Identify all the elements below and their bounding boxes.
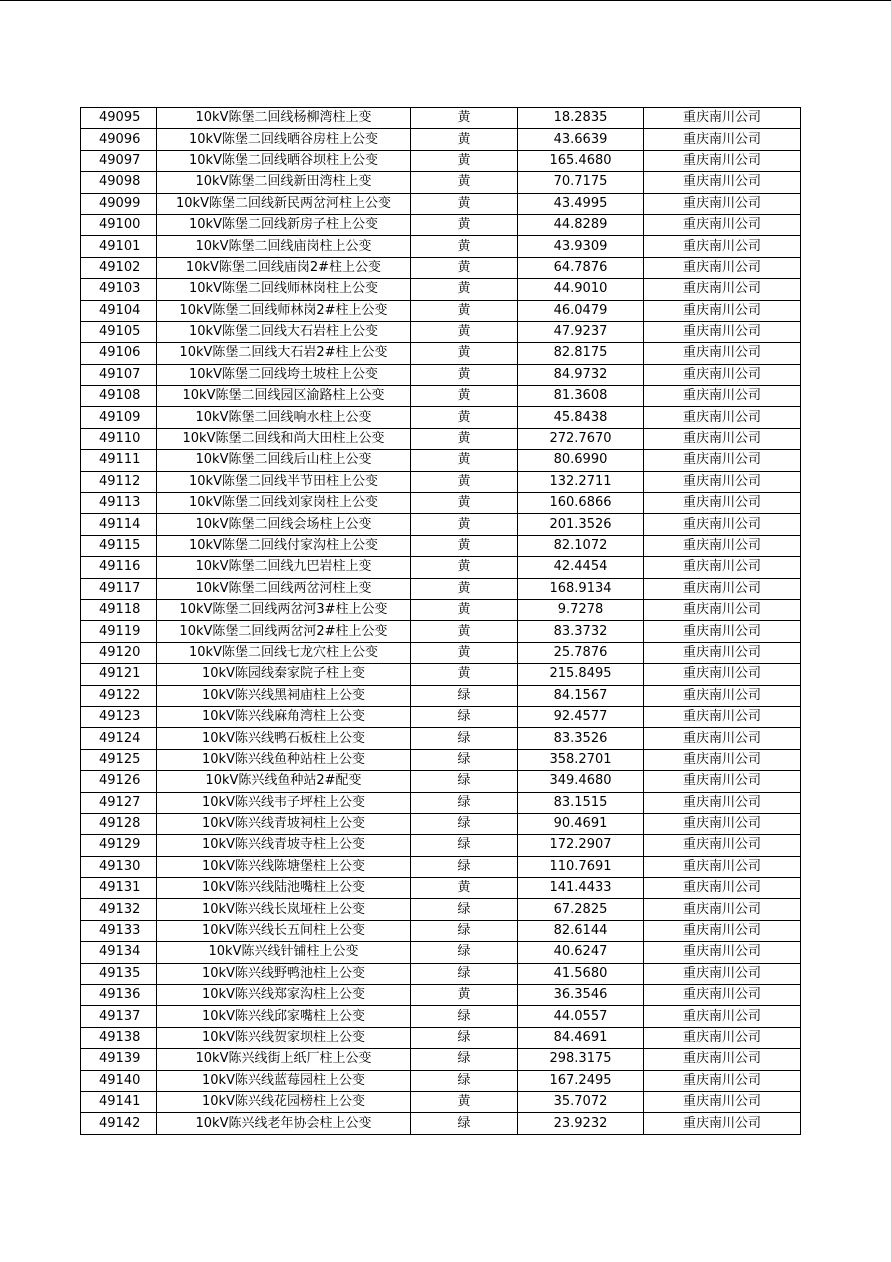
table-row <box>81 899 801 920</box>
table-body <box>81 108 801 1135</box>
transformer-name-cell: 10kV陈兴线野鸭池柱上公变 <box>157 963 411 984</box>
status-color-cell: 黄 <box>411 214 518 235</box>
transformer-name-cell: 10kV陈堡二回线晒谷坝柱上公变 <box>157 150 411 171</box>
value-cell: 44.8289 <box>518 214 644 235</box>
value-cell: 168.9134 <box>518 578 644 599</box>
company-cell: 重庆南川公司 <box>644 279 801 300</box>
transformer-name-cell: 10kV陈兴线陆池嘴柱上公变 <box>157 878 411 899</box>
table-row <box>81 364 801 385</box>
company-cell: 重庆南川公司 <box>644 1070 801 1091</box>
company-cell: 重庆南川公司 <box>644 364 801 385</box>
row-id-cell: 49136 <box>81 985 157 1006</box>
value-cell: 67.2825 <box>518 899 644 920</box>
table-row <box>81 279 801 300</box>
value-cell: 132.2711 <box>518 471 644 492</box>
value-cell: 40.6247 <box>518 942 644 963</box>
value-cell: 167.2495 <box>518 1070 644 1091</box>
status-color-cell: 黄 <box>411 642 518 663</box>
status-color-cell: 绿 <box>411 749 518 770</box>
status-color-cell: 绿 <box>411 1113 518 1134</box>
transformer-name-cell: 10kV陈堡二回线付家沟柱上公变 <box>157 535 411 556</box>
company-cell: 重庆南川公司 <box>644 749 801 770</box>
value-cell: 80.6990 <box>518 450 644 471</box>
row-id-cell: 49099 <box>81 193 157 214</box>
value-cell: 84.4691 <box>518 1027 644 1048</box>
row-id-cell: 49101 <box>81 236 157 257</box>
transformer-name-cell: 10kV陈兴线花园榜柱上公变 <box>157 1091 411 1112</box>
table-row <box>81 300 801 321</box>
value-cell: 9.7278 <box>518 599 644 620</box>
status-color-cell: 黄 <box>411 129 518 150</box>
value-cell: 35.7072 <box>518 1091 644 1112</box>
table-row <box>81 257 801 278</box>
row-id-cell: 49098 <box>81 172 157 193</box>
value-cell: 84.1567 <box>518 685 644 706</box>
status-color-cell: 黄 <box>411 664 518 685</box>
transformer-name-cell: 10kV陈兴线蓝莓园柱上公变 <box>157 1070 411 1091</box>
value-cell: 83.3732 <box>518 621 644 642</box>
transformer-name-cell: 10kV陈兴线长岚垭柱上公变 <box>157 899 411 920</box>
value-cell: 141.4433 <box>518 878 644 899</box>
row-id-cell: 49135 <box>81 963 157 984</box>
transformer-name-cell: 10kV陈堡二回线垮土坡柱上公变 <box>157 364 411 385</box>
row-id-cell: 49097 <box>81 150 157 171</box>
value-cell: 43.4995 <box>518 193 644 214</box>
value-cell: 25.7876 <box>518 642 644 663</box>
company-cell: 重庆南川公司 <box>644 343 801 364</box>
value-cell: 272.7670 <box>518 428 644 449</box>
company-cell: 重庆南川公司 <box>644 300 801 321</box>
status-color-cell: 黄 <box>411 236 518 257</box>
company-cell: 重庆南川公司 <box>644 1049 801 1070</box>
status-color-cell: 黄 <box>411 535 518 556</box>
row-id-cell: 49128 <box>81 813 157 834</box>
transformer-name-cell: 10kV陈兴线老年协会柱上公变 <box>157 1113 411 1134</box>
row-id-cell: 49119 <box>81 621 157 642</box>
status-color-cell: 绿 <box>411 1006 518 1027</box>
value-cell: 83.3526 <box>518 728 644 749</box>
row-id-cell: 49109 <box>81 407 157 428</box>
status-color-cell: 黄 <box>411 428 518 449</box>
table-row <box>81 985 801 1006</box>
row-id-cell: 49140 <box>81 1070 157 1091</box>
table-row <box>81 172 801 193</box>
status-color-cell: 黄 <box>411 193 518 214</box>
status-color-cell: 黄 <box>411 386 518 407</box>
transformer-name-cell: 10kV陈兴线针铺柱上公变 <box>157 942 411 963</box>
company-cell: 重庆南川公司 <box>644 257 801 278</box>
table-row <box>81 343 801 364</box>
company-cell: 重庆南川公司 <box>644 642 801 663</box>
transformer-name-cell: 10kV陈堡二回线响水柱上公变 <box>157 407 411 428</box>
value-cell: 84.9732 <box>518 364 644 385</box>
transformer-name-cell: 10kV陈堡二回线刘家岗柱上公变 <box>157 493 411 514</box>
value-cell: 82.1072 <box>518 535 644 556</box>
row-id-cell: 49138 <box>81 1027 157 1048</box>
transformer-name-cell: 10kV陈堡二回线杨柳湾柱上变 <box>157 108 411 129</box>
row-id-cell: 49130 <box>81 856 157 877</box>
value-cell: 165.4680 <box>518 150 644 171</box>
company-cell: 重庆南川公司 <box>644 942 801 963</box>
table-row <box>81 685 801 706</box>
transformer-name-cell: 10kV陈园线秦家院子柱上变 <box>157 664 411 685</box>
value-cell: 41.5680 <box>518 963 644 984</box>
status-color-cell: 黄 <box>411 557 518 578</box>
status-color-cell: 绿 <box>411 1049 518 1070</box>
value-cell: 44.9010 <box>518 279 644 300</box>
row-id-cell: 49141 <box>81 1091 157 1112</box>
status-color-cell: 绿 <box>411 792 518 813</box>
table-row <box>81 920 801 941</box>
row-id-cell: 49116 <box>81 557 157 578</box>
transformer-name-cell: 10kV陈兴线青坡祠柱上公变 <box>157 813 411 834</box>
status-color-cell: 黄 <box>411 578 518 599</box>
transformer-name-cell: 10kV陈堡二回线晒谷房柱上公变 <box>157 129 411 150</box>
row-id-cell: 49121 <box>81 664 157 685</box>
value-cell: 92.4577 <box>518 706 644 727</box>
status-color-cell: 黄 <box>411 257 518 278</box>
value-cell: 23.9232 <box>518 1113 644 1134</box>
row-id-cell: 49131 <box>81 878 157 899</box>
row-id-cell: 49139 <box>81 1049 157 1070</box>
company-cell: 重庆南川公司 <box>644 728 801 749</box>
value-cell: 36.3546 <box>518 985 644 1006</box>
table-row <box>81 771 801 792</box>
transformer-name-cell: 10kV陈兴线黑祠庙柱上公变 <box>157 685 411 706</box>
status-color-cell: 绿 <box>411 685 518 706</box>
company-cell: 重庆南川公司 <box>644 450 801 471</box>
value-cell: 43.9309 <box>518 236 644 257</box>
transformer-name-cell: 10kV陈兴线陈塘堡柱上公变 <box>157 856 411 877</box>
company-cell: 重庆南川公司 <box>644 985 801 1006</box>
company-cell: 重庆南川公司 <box>644 1006 801 1027</box>
row-id-cell: 49120 <box>81 642 157 663</box>
company-cell: 重庆南川公司 <box>644 878 801 899</box>
transformer-name-cell: 10kV陈堡二回线后山柱上公变 <box>157 450 411 471</box>
transformer-name-cell: 10kV陈兴线青坡寺柱上公变 <box>157 835 411 856</box>
row-id-cell: 49142 <box>81 1113 157 1134</box>
company-cell: 重庆南川公司 <box>644 771 801 792</box>
table-row <box>81 749 801 770</box>
transformer-name-cell: 10kV陈堡二回线两岔河柱上变 <box>157 578 411 599</box>
table-row <box>81 835 801 856</box>
company-cell: 重庆南川公司 <box>644 129 801 150</box>
status-color-cell: 黄 <box>411 364 518 385</box>
transformer-name-cell: 10kV陈兴线麻角湾柱上公变 <box>157 706 411 727</box>
company-cell: 重庆南川公司 <box>644 813 801 834</box>
row-id-cell: 49126 <box>81 771 157 792</box>
status-color-cell: 黄 <box>411 108 518 129</box>
status-color-cell: 绿 <box>411 771 518 792</box>
company-cell: 重庆南川公司 <box>644 428 801 449</box>
row-id-cell: 49122 <box>81 685 157 706</box>
row-id-cell: 49104 <box>81 300 157 321</box>
company-cell: 重庆南川公司 <box>644 1113 801 1134</box>
row-id-cell: 49103 <box>81 279 157 300</box>
table-row <box>81 514 801 535</box>
company-cell: 重庆南川公司 <box>644 172 801 193</box>
company-cell: 重庆南川公司 <box>644 321 801 342</box>
table-row <box>81 236 801 257</box>
value-cell: 160.6866 <box>518 493 644 514</box>
company-cell: 重庆南川公司 <box>644 856 801 877</box>
table-row <box>81 942 801 963</box>
table-row <box>81 664 801 685</box>
row-id-cell: 49133 <box>81 920 157 941</box>
table-row <box>81 878 801 899</box>
transformer-name-cell: 10kV陈兴线贺家坝柱上公变 <box>157 1027 411 1048</box>
table-row <box>81 557 801 578</box>
row-id-cell: 49115 <box>81 535 157 556</box>
company-cell: 重庆南川公司 <box>644 920 801 941</box>
table-row <box>81 1006 801 1027</box>
row-id-cell: 49137 <box>81 1006 157 1027</box>
value-cell: 201.3526 <box>518 514 644 535</box>
table-row <box>81 578 801 599</box>
status-color-cell: 黄 <box>411 621 518 642</box>
value-cell: 45.8438 <box>518 407 644 428</box>
value-cell: 81.3608 <box>518 386 644 407</box>
status-color-cell: 黄 <box>411 471 518 492</box>
table-row <box>81 1091 801 1112</box>
value-cell: 358.2701 <box>518 749 644 770</box>
row-id-cell: 49123 <box>81 706 157 727</box>
transformer-name-cell: 10kV陈堡二回线两岔河2#柱上公变 <box>157 621 411 642</box>
transformer-name-cell: 10kV陈兴线郑家沟柱上公变 <box>157 985 411 1006</box>
status-color-cell: 黄 <box>411 878 518 899</box>
row-id-cell: 49117 <box>81 578 157 599</box>
row-id-cell: 49100 <box>81 214 157 235</box>
row-id-cell: 49134 <box>81 942 157 963</box>
value-cell: 43.6639 <box>518 129 644 150</box>
transformer-name-cell: 10kV陈堡二回线新田湾柱上变 <box>157 172 411 193</box>
table-row <box>81 621 801 642</box>
value-cell: 18.2835 <box>518 108 644 129</box>
transformer-name-cell: 10kV陈堡二回线和尚大田柱上公变 <box>157 428 411 449</box>
table-row <box>81 1113 801 1134</box>
status-color-cell: 黄 <box>411 150 518 171</box>
row-id-cell: 49106 <box>81 343 157 364</box>
transformer-name-cell: 10kV陈兴线长五间柱上公变 <box>157 920 411 941</box>
company-cell: 重庆南川公司 <box>644 621 801 642</box>
status-color-cell: 绿 <box>411 813 518 834</box>
transformer-name-cell: 10kV陈堡二回线会场柱上公变 <box>157 514 411 535</box>
row-id-cell: 49108 <box>81 386 157 407</box>
row-id-cell: 49112 <box>81 471 157 492</box>
transformer-name-cell: 10kV陈堡二回线大石岩2#柱上公变 <box>157 343 411 364</box>
company-cell: 重庆南川公司 <box>644 1027 801 1048</box>
value-cell: 110.7691 <box>518 856 644 877</box>
status-color-cell: 绿 <box>411 835 518 856</box>
table-row <box>81 599 801 620</box>
table-row <box>81 856 801 877</box>
value-cell: 90.4691 <box>518 813 644 834</box>
status-color-cell: 绿 <box>411 920 518 941</box>
value-cell: 82.8175 <box>518 343 644 364</box>
transformer-name-cell: 10kV陈堡二回线半节田柱上公变 <box>157 471 411 492</box>
transformer-name-cell: 10kV陈堡二回线园区渝路柱上公变 <box>157 386 411 407</box>
row-id-cell: 49127 <box>81 792 157 813</box>
value-cell: 44.0557 <box>518 1006 644 1027</box>
company-cell: 重庆南川公司 <box>644 599 801 620</box>
table-row <box>81 535 801 556</box>
status-color-cell: 黄 <box>411 450 518 471</box>
company-cell: 重庆南川公司 <box>644 899 801 920</box>
company-cell: 重庆南川公司 <box>644 214 801 235</box>
transformer-name-cell: 10kV陈堡二回线大石岩柱上公变 <box>157 321 411 342</box>
transformer-name-cell: 10kV陈堡二回线庙岗2#柱上公变 <box>157 257 411 278</box>
row-id-cell: 49124 <box>81 728 157 749</box>
status-color-cell: 黄 <box>411 407 518 428</box>
company-cell: 重庆南川公司 <box>644 386 801 407</box>
row-id-cell: 49111 <box>81 450 157 471</box>
value-cell: 349.4680 <box>518 771 644 792</box>
row-id-cell: 49105 <box>81 321 157 342</box>
transformer-name-cell: 10kV陈堡二回线七龙穴柱上公变 <box>157 642 411 663</box>
table-row <box>81 129 801 150</box>
status-color-cell: 黄 <box>411 172 518 193</box>
company-cell: 重庆南川公司 <box>644 706 801 727</box>
value-cell: 42.4454 <box>518 557 644 578</box>
status-color-cell: 黄 <box>411 279 518 300</box>
company-cell: 重庆南川公司 <box>644 963 801 984</box>
table-row <box>81 642 801 663</box>
row-id-cell: 49096 <box>81 129 157 150</box>
table-row <box>81 193 801 214</box>
table-row <box>81 1027 801 1048</box>
status-color-cell: 黄 <box>411 493 518 514</box>
value-cell: 64.7876 <box>518 257 644 278</box>
value-cell: 82.6144 <box>518 920 644 941</box>
transformer-name-cell: 10kV陈堡二回线两岔河3#柱上公变 <box>157 599 411 620</box>
row-id-cell: 49113 <box>81 493 157 514</box>
data-table <box>80 107 801 1135</box>
table-row <box>81 428 801 449</box>
company-cell: 重庆南川公司 <box>644 535 801 556</box>
table-row <box>81 1049 801 1070</box>
status-color-cell: 黄 <box>411 343 518 364</box>
company-cell: 重庆南川公司 <box>644 1091 801 1112</box>
row-id-cell: 49125 <box>81 749 157 770</box>
company-cell: 重庆南川公司 <box>644 236 801 257</box>
transformer-name-cell: 10kV陈堡二回线师林岗2#柱上公变 <box>157 300 411 321</box>
value-cell: 215.8495 <box>518 664 644 685</box>
table-row <box>81 792 801 813</box>
table-row <box>81 214 801 235</box>
status-color-cell: 绿 <box>411 706 518 727</box>
value-cell: 83.1515 <box>518 792 644 813</box>
status-color-cell: 绿 <box>411 856 518 877</box>
status-color-cell: 绿 <box>411 728 518 749</box>
transformer-name-cell: 10kV陈堡二回线九巴岩柱上变 <box>157 557 411 578</box>
transformer-name-cell: 10kV陈兴线鱼种站柱上公变 <box>157 749 411 770</box>
status-color-cell: 绿 <box>411 1070 518 1091</box>
table-row <box>81 471 801 492</box>
company-cell: 重庆南川公司 <box>644 792 801 813</box>
value-cell: 298.3175 <box>518 1049 644 1070</box>
table-row <box>81 813 801 834</box>
table-row <box>81 321 801 342</box>
table-row <box>81 1070 801 1091</box>
table-row <box>81 386 801 407</box>
company-cell: 重庆南川公司 <box>644 493 801 514</box>
transformer-name-cell: 10kV陈堡二回线庙岗柱上公变 <box>157 236 411 257</box>
transformer-name-cell: 10kV陈堡二回线师林岗柱上公变 <box>157 279 411 300</box>
table-row <box>81 108 801 129</box>
transformer-name-cell: 10kV陈堡二回线新民两岔河柱上公变 <box>157 193 411 214</box>
value-cell: 172.2907 <box>518 835 644 856</box>
table-row <box>81 706 801 727</box>
table-row <box>81 150 801 171</box>
company-cell: 重庆南川公司 <box>644 471 801 492</box>
row-id-cell: 49107 <box>81 364 157 385</box>
status-color-cell: 绿 <box>411 942 518 963</box>
status-color-cell: 绿 <box>411 1027 518 1048</box>
row-id-cell: 49110 <box>81 428 157 449</box>
transformer-name-cell: 10kV陈兴线鸭石板柱上公变 <box>157 728 411 749</box>
table-row <box>81 450 801 471</box>
table-row <box>81 963 801 984</box>
company-cell: 重庆南川公司 <box>644 664 801 685</box>
top-border-line <box>0 0 892 1</box>
company-cell: 重庆南川公司 <box>644 407 801 428</box>
status-color-cell: 黄 <box>411 599 518 620</box>
status-color-cell: 绿 <box>411 899 518 920</box>
row-id-cell: 49118 <box>81 599 157 620</box>
table-row <box>81 493 801 514</box>
transformer-name-cell: 10kV陈兴线鱼种站2#配变 <box>157 771 411 792</box>
company-cell: 重庆南川公司 <box>644 835 801 856</box>
transformer-name-cell: 10kV陈兴线韦子坪柱上公变 <box>157 792 411 813</box>
company-cell: 重庆南川公司 <box>644 108 801 129</box>
table-row <box>81 407 801 428</box>
transformer-name-cell: 10kV陈兴线邱家嘴柱上公变 <box>157 1006 411 1027</box>
status-color-cell: 黄 <box>411 1091 518 1112</box>
status-color-cell: 黄 <box>411 514 518 535</box>
transformer-name-cell: 10kV陈兴线街上纸厂柱上公变 <box>157 1049 411 1070</box>
status-color-cell: 绿 <box>411 963 518 984</box>
status-color-cell: 黄 <box>411 321 518 342</box>
status-color-cell: 黄 <box>411 985 518 1006</box>
company-cell: 重庆南川公司 <box>644 685 801 706</box>
row-id-cell: 49102 <box>81 257 157 278</box>
value-cell: 46.0479 <box>518 300 644 321</box>
row-id-cell: 49129 <box>81 835 157 856</box>
row-id-cell: 49132 <box>81 899 157 920</box>
row-id-cell: 49095 <box>81 108 157 129</box>
company-cell: 重庆南川公司 <box>644 578 801 599</box>
status-color-cell: 黄 <box>411 300 518 321</box>
company-cell: 重庆南川公司 <box>644 150 801 171</box>
company-cell: 重庆南川公司 <box>644 557 801 578</box>
company-cell: 重庆南川公司 <box>644 514 801 535</box>
transformer-name-cell: 10kV陈堡二回线新房子柱上公变 <box>157 214 411 235</box>
table-row <box>81 728 801 749</box>
value-cell: 47.9237 <box>518 321 644 342</box>
value-cell: 70.7175 <box>518 172 644 193</box>
company-cell: 重庆南川公司 <box>644 193 801 214</box>
row-id-cell: 49114 <box>81 514 157 535</box>
